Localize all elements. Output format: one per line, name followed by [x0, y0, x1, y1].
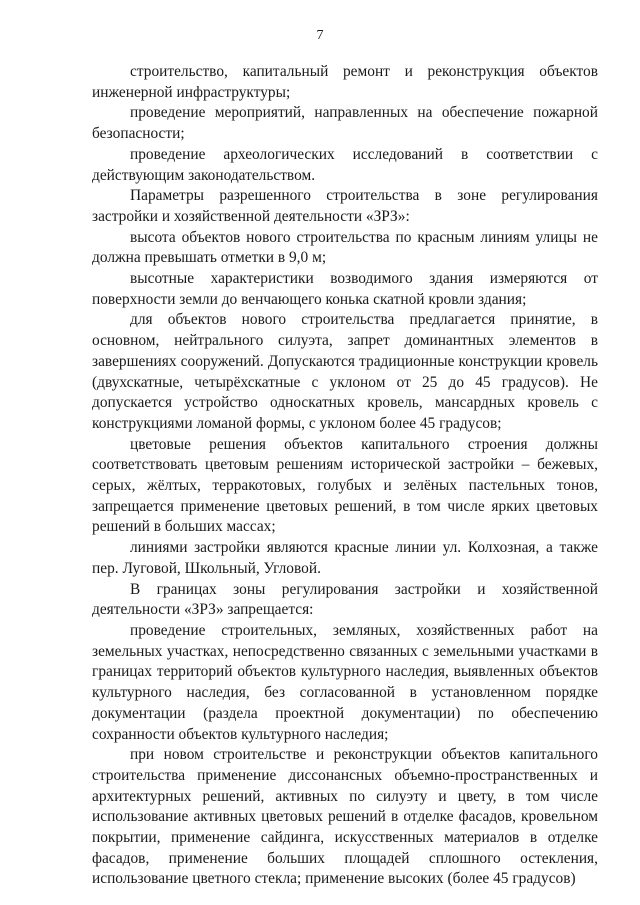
paragraph: строительство, капитальный ремонт и реконструкция объектов инженерной инфраструктуры;	[92, 63, 598, 101]
paragraph: высотные характеристики возводимого здания измеряются от поверхности земли до венчающего конька скатной кровли здания;	[92, 270, 598, 308]
paragraph: для объектов нового строительства предлагается принятие, в основном, нейтрального силуэта, запрет доминантных элементов в завершениях сооружений. Допускаются традиционные конструкции кровель (двухскатные, четырёхскатные с уклоном от 25 до 45 градусов). Не допускается устройство односкатных кровель, мансардных кровель с конструкциями ломаной формы, с уклоном более 45 градусов;	[92, 311, 598, 432]
paragraph: линиями застройки являются красные линии ул. Колхозная, а также пер. Луговой, Школьный, Угловой.	[92, 539, 598, 577]
paragraph: В границах зоны регулирования застройки и хозяйственной деятельности «ЗРЗ» запрещается:	[92, 580, 598, 619]
paragraph: проведение строительных, земляных, хозяйственных работ на земельных участках, непосредственно связанных с земельными участками в границах территорий объектов культурного наследия, выявленных объектов культурного наследия, без согласованной в установленном порядке документации (раздела проектной документации) по обеспечению сохранности объектов культурного наследия;	[92, 621, 598, 743]
document-body	[92, 62, 598, 890]
paragraph: проведение археологических исследований в соответствии с действующим законодательством.	[92, 145, 598, 184]
paragraph: Параметры разрешенного строительства в зоне регулирования застройки и хозяйственной деятельности «ЗРЗ»:	[92, 187, 598, 225]
paragraph: проведение мероприятий, направленных на обеспечение пожарной безопасности;	[92, 104, 598, 143]
paragraph: высота объектов нового строительства по красным линиям улицы не должна превышать отметки в 9,0 м;	[92, 228, 598, 267]
paragraph: цветовые решения объектов капитального строения должны соответствовать цветовым решениям исторической застройки – бежевых, серых, жёлтых, терракотовых, голубых и зелёных пастельных тонов, запрещается применение цветовых решений, в том числе ярких цветовых решений в больших массах;	[92, 435, 598, 536]
page-number: 7	[316, 28, 324, 43]
paragraph: при новом строительстве и реконструкции объектов капитального строительства применение диссонансных объемно-пространственных и архитектурных решений, активных по силуэту и цвету, в том числе использование активных цветовых решений в отделке фасадов, кровельном покрытии, применение сайдинга, искусственных материалов в отделке фасадов, применение больших площадей сплошного остекления, использование цветного стекла; применение высоких (более 45 градусов)	[92, 746, 598, 888]
